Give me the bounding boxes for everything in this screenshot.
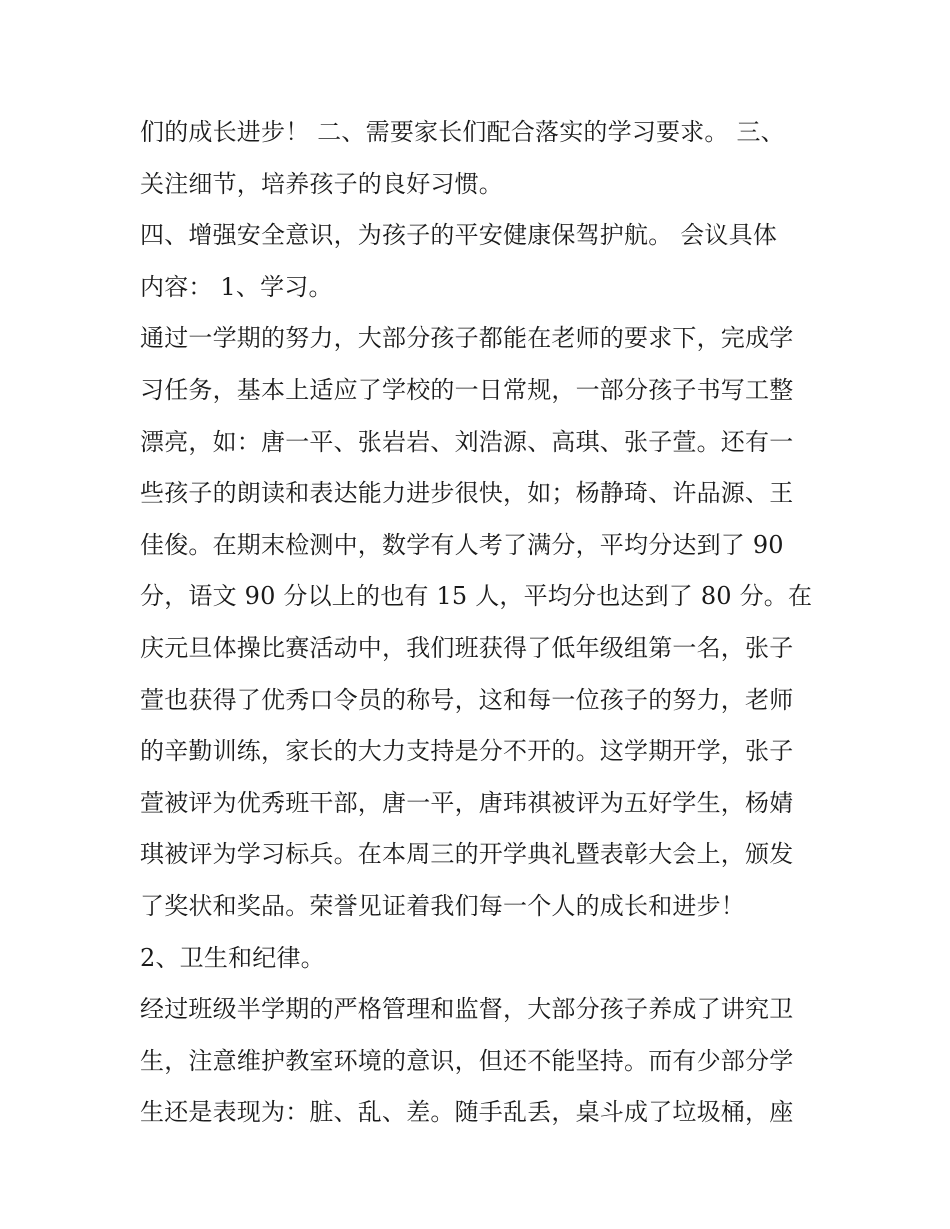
- text-line: 生还是表现为：脏、乱、差。随手乱丢，桌斗成了垃圾桶，座: [140, 1098, 794, 1127]
- text-line: 萱被评为优秀班干部，唐一平，唐玮祺被评为五好学生，杨婧: [140, 788, 794, 817]
- text-line: 庆元旦体操比赛活动中，我们班获得了低年级组第一名，张子: [140, 633, 794, 662]
- text-line: 琪被评为学习标兵。在本周三的开学典礼暨表彰大会上，颁发: [140, 840, 794, 869]
- text-line: 经过班级半学期的严格管理和监督，大部分孩子养成了讲究卫: [140, 995, 794, 1024]
- text-line: 的辛勤训练，家长的大力支持是分不开的。这学期开学，张子: [140, 737, 794, 766]
- text-line: 萱也获得了优秀口令员的称号，这和每一位孩子的努力，老师: [140, 685, 794, 714]
- text-line: 分，语文 90 分以上的也有 15 人，平均分也达到了 80 分。在: [140, 582, 813, 611]
- document-body: [140, 107, 820, 1139]
- text-line: 通过一学期的努力，大部分孩子都能在老师的要求下，完成学: [140, 324, 794, 353]
- text-line: 生，注意维护教室环境的意识，但还不能坚持。而有少部分学: [140, 1046, 794, 1075]
- text-line: 佳俊。在期末检测中，数学有人考了满分，平均分达到了 90: [140, 530, 784, 559]
- text-line: 了奖状和奖品。荣誉见证着我们每一个人的成长和进步！: [140, 891, 745, 920]
- text-line: 些孩子的朗读和表达能力进步很快，如；杨静琦、许品源、王: [140, 479, 794, 508]
- text-line: 四、增强安全意识，为孩子的平安健康保驾护航。 会议具体: [140, 221, 778, 250]
- text-line: 漂亮，如：唐一平、张岩岩、刘浩源、高琪、张子萱。还有一: [140, 427, 794, 456]
- text-line: 习任务，基本上适应了学校的一日常规，一部分孩子书写工整: [140, 375, 794, 404]
- text-line: 们的成长进步！ 二、需要家长们配合落实的学习要求。 三、: [140, 118, 785, 146]
- text-line: 内容： 1、学习。: [140, 272, 333, 301]
- text-line: 关注细节，培养孩子的良好习惯。: [140, 169, 503, 198]
- text-line: 2、卫生和纪律。: [140, 943, 325, 972]
